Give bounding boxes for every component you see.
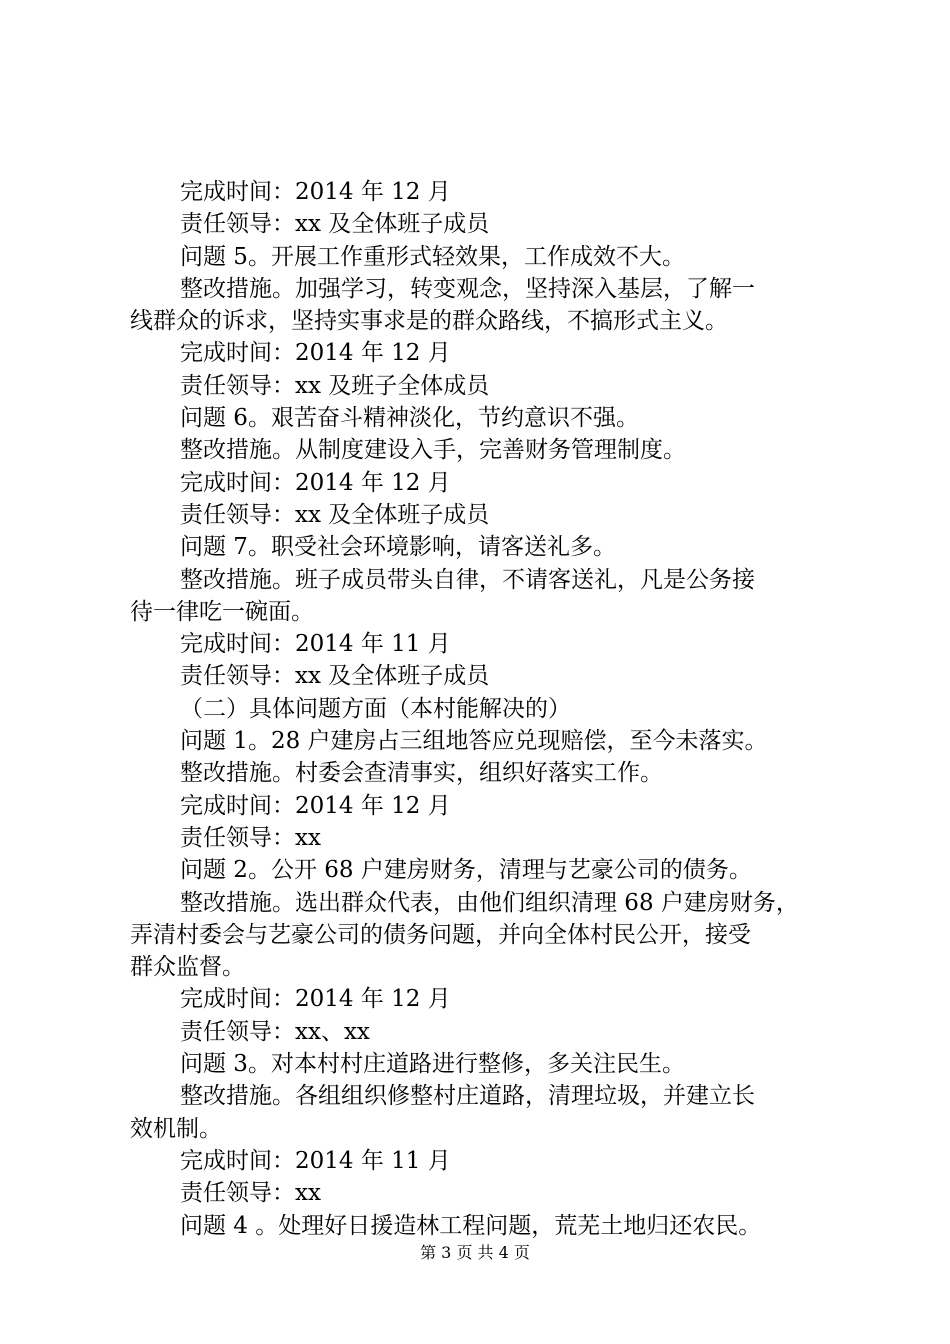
text-line: 问题 2。公开 68 户建房财务，清理与艺豪公司的债务。 (180, 857, 752, 884)
text-line: 责任领导：xx (180, 824, 321, 851)
text-line: 完成时间：2014 年 11 月 (180, 1147, 451, 1174)
text-line: 完成时间：2014 年 12 月 (180, 340, 451, 367)
text-line: 待一律吃一碗面。 (130, 598, 314, 625)
page-footer: 第 3 页 共 4 页 (420, 1243, 530, 1262)
text-line: 完成时间：2014 年 12 月 (180, 179, 451, 205)
text-line: 问题 6。艰苦奋斗精神淡化，节约意识不强。 (180, 405, 639, 432)
text-line: （二）具体问题方面（本村能解决的） (180, 695, 571, 722)
text-line: 完成时间：2014 年 12 月 (180, 469, 451, 496)
text-line: 整改措施。村委会查清事实，组织好落实工作。 (180, 760, 663, 787)
text-line: 问题 4 。处理好日援造林工程问题，荒芜土地归还农民。 (180, 1212, 762, 1239)
text-line: 问题 3。对本村村庄道路进行整修，多关注民生。 (180, 1051, 685, 1078)
text-line: 责任领导：xx 及全体班子成员 (180, 501, 490, 528)
text-line: 整改措施。班子成员带头自律，不请客送礼，凡是公务接 (180, 566, 755, 593)
text-line: 问题 7。职受社会环境影响，请客送礼多。 (180, 534, 616, 561)
text-line: 完成时间：2014 年 12 月 (180, 986, 451, 1013)
text-line: 责任领导：xx 及班子全体成员 (180, 372, 490, 399)
document-body (130, 176, 830, 1242)
text-line: 效机制。 (130, 1115, 222, 1142)
text-line: 责任领导：xx 及全体班子成员 (180, 663, 490, 690)
text-line: 弄清村委会与艺豪公司的债务问题，并向全体村民公开，接受 (130, 921, 751, 948)
text-line: 完成时间：2014 年 12 月 (180, 792, 451, 819)
text-line: 整改措施。从制度建设入手，完善财务管理制度。 (180, 437, 686, 464)
text-line: 问题 5。开展工作重形式轻效果，工作成效不大。 (180, 243, 685, 270)
text-line: 问题 1。28 户建房占三组地答应兑现赔偿，至今未落实。 (180, 728, 768, 755)
text-line: 整改措施。加强学习，转变观念，坚持深入基层，了解一 (180, 275, 755, 302)
text-line: 线群众的诉求，坚持实事求是的群众路线，不搞形式主义。 (130, 308, 728, 335)
text-line: 群众监督。 (130, 954, 245, 981)
text-line: 整改措施。各组组织修整村庄道路，清理垃圾，并建立长 (180, 1083, 755, 1110)
text-line: 责任领导：xx 及全体班子成员 (180, 211, 490, 238)
text-line: 责任领导：xx (180, 1180, 321, 1207)
text-line: 完成时间：2014 年 11 月 (180, 631, 451, 658)
text-line: 责任领导：xx、xx (180, 1018, 370, 1045)
text-line: 整改措施。选出群众代表，由他们组织清理 68 户建房财务， (180, 889, 799, 916)
